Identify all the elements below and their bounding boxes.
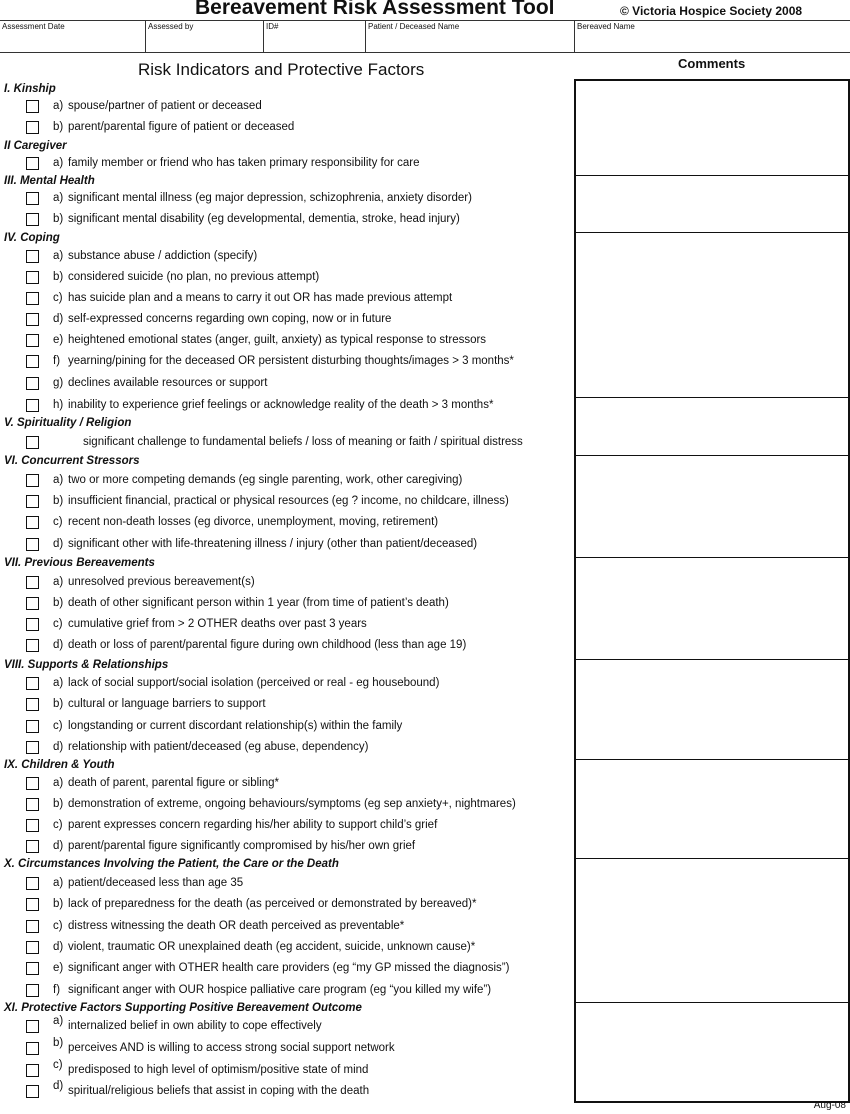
- risk-factor-item: [26, 896, 477, 912]
- risk-factor-item: [26, 817, 437, 833]
- item-letter: a): [53, 157, 64, 169]
- risk-factor-item: [26, 718, 402, 734]
- item-checkbox[interactable]: [26, 798, 39, 811]
- item-letter: a): [53, 777, 64, 789]
- risk-factor-item: [26, 248, 257, 264]
- risk-factor-item: [26, 838, 415, 854]
- section-title: VI. Concurrent Stressors: [4, 455, 140, 467]
- item-checkbox[interactable]: [26, 538, 39, 551]
- item-checkbox[interactable]: [26, 436, 39, 449]
- risk-factor-item: [26, 493, 509, 509]
- comment-box[interactable]: [576, 175, 848, 233]
- revision-date: Aug-08: [813, 1100, 846, 1111]
- item-letter: d): [53, 941, 64, 953]
- item-text: recent non-death losses (eg divorce, unemployment, moving, retirement): [68, 516, 439, 528]
- item-letter: a): [53, 474, 64, 486]
- risk-factor-item: [26, 875, 243, 891]
- item-letter: c): [53, 920, 63, 932]
- comment-box[interactable]: [576, 81, 848, 176]
- risk-factor-item: [26, 514, 438, 530]
- item-text: significant anger with OUR hospice palliative care program (eg “you killed my wife”): [68, 984, 492, 996]
- item-letter: a): [53, 1015, 64, 1027]
- item-letter: c): [53, 618, 63, 630]
- section-title: IX. Children & Youth: [4, 759, 115, 771]
- risk-factor-item: [26, 982, 491, 998]
- item-text: family member or friend who has taken primary responsibility for care: [68, 157, 420, 169]
- item-letter: b): [53, 1037, 64, 1049]
- item-text: distress witnessing the death OR death perceived as preventable*: [68, 920, 405, 932]
- comments-heading: Comments: [678, 56, 746, 71]
- item-checkbox[interactable]: [26, 898, 39, 911]
- item-text: declines available resources or support: [68, 377, 268, 389]
- item-text: self-expressed concerns regarding own coping, now or in future: [68, 313, 392, 325]
- item-letter: f): [53, 984, 61, 996]
- item-letter: d): [53, 639, 64, 651]
- comment-box[interactable]: [576, 759, 848, 859]
- item-letter: c): [53, 292, 63, 304]
- item-checkbox[interactable]: [26, 334, 39, 347]
- item-letter: d): [53, 538, 64, 550]
- risk-indicators-heading: Risk Indicators and Protective Factors: [138, 60, 425, 79]
- item-text: heightened emotional states (anger, guilt, anxiety) as typical response to stressors: [68, 334, 487, 346]
- item-text: violent, traumatic OR unexplained death (eg accident, suicide, unknown cause)*: [68, 941, 476, 953]
- item-text: substance abuse / addiction (specify): [68, 250, 258, 262]
- item-checkbox[interactable]: [26, 192, 39, 205]
- item-letter: e): [53, 334, 64, 346]
- comment-box[interactable]: [576, 232, 848, 398]
- item-checkbox[interactable]: [26, 677, 39, 690]
- item-letter: a): [53, 576, 64, 588]
- item-checkbox[interactable]: [26, 1020, 39, 1033]
- item-text: spiritual/religious beliefs that assist in coping with the death: [68, 1085, 370, 1097]
- item-checkbox[interactable]: [26, 618, 39, 631]
- risk-factor-item: [26, 675, 439, 691]
- item-letter: a): [53, 192, 64, 204]
- item-checkbox[interactable]: [26, 777, 39, 790]
- item-letter: b): [53, 597, 64, 609]
- item-checkbox[interactable]: [26, 292, 39, 305]
- comment-box[interactable]: [576, 397, 848, 456]
- risk-factor-item: [26, 211, 460, 227]
- item-checkbox[interactable]: [26, 877, 39, 890]
- item-text: significant anger with OTHER health care providers (eg “my GP missed the diagnosis”): [68, 962, 510, 974]
- item-checkbox[interactable]: [26, 495, 39, 508]
- risk-factor-item: [26, 290, 452, 306]
- page-title: Bereavement Risk Assessment Tool: [195, 0, 555, 19]
- item-text: considered suicide (no plan, no previous attempt): [68, 271, 320, 283]
- item-checkbox[interactable]: [26, 941, 39, 954]
- risk-factor-item: [26, 939, 475, 955]
- section-title: IV. Coping: [4, 232, 60, 244]
- section-title: VIII. Supports & Relationships: [4, 659, 169, 671]
- risk-factor-item: [26, 472, 462, 488]
- item-letter: e): [53, 962, 64, 974]
- id-field[interactable]: ID#: [264, 21, 366, 52]
- assessed-by-field[interactable]: Assessed by: [146, 21, 264, 52]
- item-checkbox[interactable]: [26, 1085, 39, 1098]
- item-text: patient/deceased less than age 35: [68, 877, 244, 889]
- risk-factor-item: [26, 119, 294, 135]
- item-checkbox[interactable]: [26, 1042, 39, 1055]
- item-checkbox[interactable]: [26, 576, 39, 589]
- section-title: VII. Previous Bereavements: [4, 557, 155, 569]
- item-text: cumulative grief from > 2 OTHER deaths over past 3 years: [68, 618, 367, 630]
- copyright-notice: © Victoria Hospice Society 2008: [620, 4, 803, 18]
- item-text: significant mental illness (eg major depression, schizophrenia, anxiety disorder): [68, 192, 472, 204]
- item-text: longstanding or current discordant relationship(s) within the family: [68, 720, 403, 732]
- risk-factor-item: [26, 595, 449, 611]
- risk-factor-item: [26, 311, 391, 327]
- comment-box[interactable]: [576, 1002, 848, 1106]
- item-checkbox[interactable]: [26, 962, 39, 975]
- risk-factor-item: [26, 1015, 322, 1034]
- item-letter: d): [53, 741, 64, 753]
- item-text: cultural or language barriers to support: [68, 698, 266, 710]
- risk-factor-item: [26, 775, 279, 791]
- item-letter: b): [53, 898, 64, 910]
- comment-box[interactable]: [576, 858, 848, 1003]
- section-title: V. Spirituality / Religion: [4, 417, 132, 429]
- item-text: relationship with patient/deceased (eg abuse, dependency): [68, 741, 369, 753]
- risk-factor-item: [26, 696, 266, 712]
- item-text: parent/parental figure significantly compromised by his/her own grief: [68, 840, 416, 852]
- item-checkbox[interactable]: [26, 313, 39, 326]
- item-checkbox[interactable]: [26, 597, 39, 610]
- item-text: insufficient financial, practical or physical resources (eg ? income, no childcare, illness): [68, 495, 509, 507]
- item-checkbox[interactable]: [26, 399, 39, 412]
- risk-factor-item: [26, 269, 319, 285]
- item-letter: b): [53, 698, 64, 710]
- header-fields-row: [0, 20, 850, 53]
- item-checkbox[interactable]: [26, 516, 39, 529]
- item-text: perceives AND is willing to access strong social support network: [68, 1042, 395, 1054]
- item-text: predisposed to high level of optimism/positive state of mind: [68, 1064, 369, 1076]
- risk-factor-item: [26, 155, 420, 171]
- section-title: I. Kinship: [4, 83, 56, 95]
- section-title: II Caregiver: [4, 140, 67, 152]
- comment-box[interactable]: [576, 557, 848, 660]
- item-checkbox[interactable]: [26, 474, 39, 487]
- item-text: two or more competing demands (eg single parenting, work, other caregiving): [68, 474, 463, 486]
- item-text: yearning/pining for the deceased OR persistent disturbing thoughts/images > 3 months*: [68, 355, 514, 367]
- risk-factor-item: [26, 616, 367, 632]
- risk-factor-item: [26, 332, 486, 348]
- item-text: has suicide plan and a means to carry it out OR has made previous attempt: [68, 292, 453, 304]
- patient-name-field[interactable]: Patient / Deceased Name: [366, 21, 575, 52]
- section-title: XI. Protective Factors Supporting Positive Bereavement Outcome: [4, 1002, 362, 1014]
- item-letter: a): [53, 250, 64, 262]
- comments-column: [574, 79, 850, 1103]
- risk-factor-item: [26, 960, 509, 976]
- item-letter: h): [53, 399, 64, 411]
- item-text: significant challenge to fundamental beliefs / loss of meaning or faith / spiritual distress: [83, 436, 523, 448]
- item-checkbox[interactable]: [26, 698, 39, 711]
- section-title: X. Circumstances Involving the Patient, the Care or the Death: [4, 858, 339, 870]
- item-checkbox[interactable]: [26, 1064, 39, 1077]
- item-text: death of parent, parental figure or sibling*: [68, 777, 279, 789]
- item-text: lack of preparedness for the death (as perceived or demonstrated by bereaved)*: [68, 898, 477, 910]
- risk-factor-item: [26, 375, 267, 391]
- item-checkbox[interactable]: [26, 720, 39, 733]
- item-text: internalized belief in own ability to cope effectively: [68, 1020, 322, 1032]
- item-checkbox[interactable]: [26, 377, 39, 390]
- item-checkbox[interactable]: [26, 250, 39, 263]
- item-text: parent/parental figure of patient or deceased: [68, 121, 295, 133]
- risk-factor-item: [26, 1037, 395, 1056]
- section-title: III. Mental Health: [4, 175, 95, 187]
- item-letter: b): [53, 798, 64, 810]
- risk-factor-item: [26, 1080, 370, 1099]
- risk-factor-item: [26, 536, 477, 552]
- item-text: death of other significant person within 1 year (from time of patient’s death): [68, 597, 449, 609]
- item-checkbox[interactable]: [26, 840, 39, 853]
- risk-factor-item: [26, 1059, 369, 1078]
- risk-factor-item: [26, 397, 493, 413]
- risk-factor-item: [26, 98, 262, 114]
- item-text: death or loss of parent/parental figure during own childhood (less than age 19): [68, 639, 467, 651]
- item-text: significant mental disability (eg developmental, dementia, stroke, head injury): [68, 213, 460, 225]
- item-checkbox[interactable]: [26, 741, 39, 754]
- item-text: lack of social support/social isolation (perceived or real - eg housebound): [68, 677, 440, 689]
- item-letter: b): [53, 271, 64, 283]
- item-checkbox[interactable]: [26, 213, 39, 226]
- risk-factor-item: [26, 434, 523, 450]
- risk-factor-item: [26, 739, 368, 755]
- item-text: significant other with life-threatening illness / injury (other than patient/deceased): [68, 538, 478, 550]
- bereaved-name-field[interactable]: Bereaved Name: [577, 22, 635, 31]
- item-letter: d): [53, 840, 64, 852]
- item-checkbox[interactable]: [26, 920, 39, 933]
- risk-factor-item: [26, 637, 466, 653]
- risk-factor-item: [26, 353, 514, 369]
- item-letter: b): [53, 495, 64, 507]
- item-letter: d): [53, 313, 64, 325]
- item-text: spouse/partner of patient or deceased: [68, 100, 262, 112]
- item-letter: c): [53, 819, 63, 831]
- item-letter: a): [53, 100, 64, 112]
- item-checkbox[interactable]: [26, 157, 39, 170]
- item-letter: a): [53, 877, 64, 889]
- item-checkbox[interactable]: [26, 355, 39, 368]
- risk-factor-item: [26, 796, 516, 812]
- item-letter: a): [53, 677, 64, 689]
- item-letter: b): [53, 213, 64, 225]
- risk-factor-item: [26, 918, 404, 934]
- comment-box[interactable]: [576, 455, 848, 558]
- risk-factor-item: [26, 190, 472, 206]
- item-text: inability to experience grief feelings or acknowledge reality of the death > 3 months*: [68, 399, 494, 411]
- item-letter: c): [53, 516, 63, 528]
- item-letter: d): [53, 1080, 64, 1092]
- item-checkbox[interactable]: [26, 121, 39, 134]
- item-text: demonstration of extreme, ongoing behaviours/symptoms (eg sep anxiety+, nightmares): [68, 798, 516, 810]
- assessment-date-field[interactable]: Assessment Date: [0, 21, 146, 52]
- item-checkbox[interactable]: [26, 271, 39, 284]
- item-letter: f): [53, 355, 61, 367]
- item-checkbox[interactable]: [26, 639, 39, 652]
- item-checkbox[interactable]: [26, 100, 39, 113]
- item-letter: c): [53, 720, 63, 732]
- item-letter: g): [53, 377, 64, 389]
- item-text: unresolved previous bereavement(s): [68, 576, 255, 588]
- item-checkbox[interactable]: [26, 984, 39, 997]
- item-checkbox[interactable]: [26, 819, 39, 832]
- item-letter: c): [53, 1059, 63, 1071]
- item-letter: b): [53, 121, 64, 133]
- comment-box[interactable]: [576, 659, 848, 760]
- item-text: parent expresses concern regarding his/her ability to support child’s grief: [68, 819, 438, 831]
- risk-factor-item: [26, 574, 255, 590]
